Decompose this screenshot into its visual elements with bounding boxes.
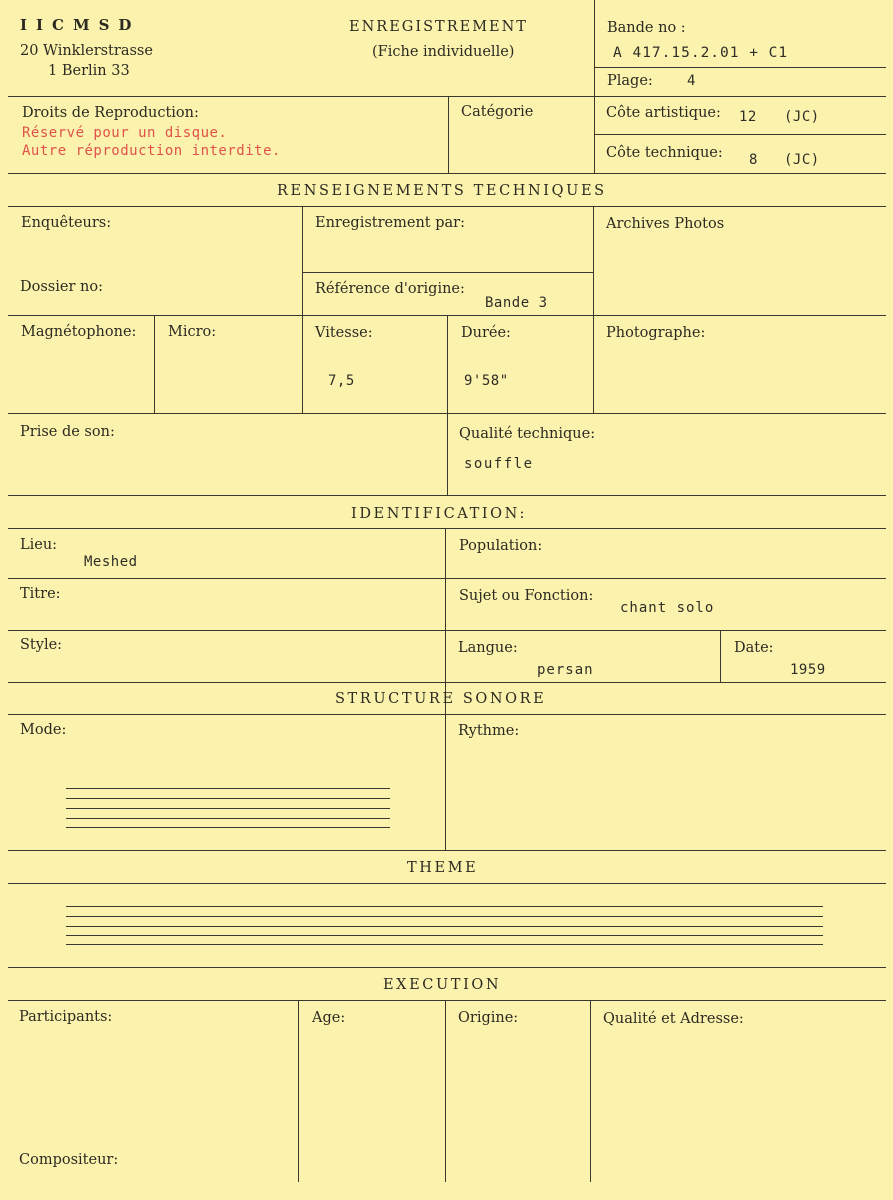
participants-label: Participants:	[19, 1009, 113, 1025]
divider	[720, 630, 721, 682]
cote-artistique-label: Côte artistique:	[606, 105, 721, 121]
lieu-value: Meshed	[84, 554, 138, 570]
categorie-label: Catégorie	[461, 104, 534, 120]
prise-de-son-label: Prise de son:	[20, 424, 115, 440]
divider	[8, 1000, 886, 1001]
divider	[8, 630, 886, 631]
vitesse-label: Vitesse:	[315, 325, 373, 341]
divider	[8, 714, 886, 715]
cote-technique-label: Côte technique:	[606, 145, 723, 161]
duree-value: 9'58"	[464, 373, 509, 389]
divider	[8, 96, 886, 97]
divider	[8, 682, 886, 683]
divider	[8, 850, 886, 851]
cote-artistique-value: 12	[739, 109, 757, 125]
divider	[154, 315, 155, 413]
bande-value: A 417.15.2.01 + C1	[613, 45, 789, 61]
divider	[8, 206, 886, 207]
cote-artistique-initials: (JC)	[784, 109, 820, 125]
lieu-label: Lieu:	[20, 537, 58, 553]
divider	[593, 206, 594, 413]
form-title: ENREGISTREMENT	[349, 19, 528, 35]
staff-line	[66, 818, 390, 819]
droits-line-1: Réservé pour un disque.	[22, 125, 228, 141]
qualite-technique-label: Qualité technique:	[459, 426, 596, 442]
divider	[302, 272, 593, 273]
divider	[445, 528, 446, 850]
compositeur-label: Compositeur:	[19, 1152, 119, 1168]
staff-line	[66, 788, 390, 789]
section-title-execution: EXECUTION	[383, 977, 502, 993]
origine-label: Origine:	[458, 1010, 519, 1026]
langue-label: Langue:	[458, 640, 518, 656]
divider	[8, 578, 886, 579]
staff-line	[66, 827, 390, 828]
divider	[8, 528, 886, 529]
micro-label: Micro:	[168, 324, 217, 340]
divider	[594, 134, 886, 135]
vitesse-value: 7,5	[328, 373, 355, 389]
divider	[594, 67, 886, 68]
date-value: 1959	[790, 662, 826, 678]
form-subtitle: (Fiche individuelle)	[372, 44, 515, 60]
staff-line	[66, 798, 390, 799]
divider	[298, 1000, 299, 1182]
enregistrement-par-label: Enregistrement par:	[315, 215, 465, 231]
reference-label: Référence d'origine:	[315, 281, 465, 297]
divider	[594, 0, 595, 173]
duree-label: Durée:	[461, 325, 511, 341]
institute-logo: IICMSD	[20, 16, 141, 34]
staff-line	[66, 808, 390, 809]
dossier-label: Dossier no:	[20, 279, 103, 295]
plage-label: Plage:	[607, 73, 653, 89]
population-label: Population:	[459, 538, 543, 554]
archives-photos-label: Archives Photos	[606, 216, 725, 232]
bande-label: Bande no :	[607, 20, 686, 36]
address-line-2: 1 Berlin 33	[48, 63, 130, 79]
divider	[302, 206, 303, 413]
cote-technique-value: 8	[749, 152, 758, 168]
mode-label: Mode:	[20, 722, 67, 738]
section-title-technique: RENSEIGNEMENTS TECHNIQUES	[277, 183, 607, 199]
qualite-adresse-label: Qualité et Adresse:	[603, 1011, 744, 1027]
section-title-theme: THEME	[407, 860, 479, 876]
qualite-technique-value: souffle	[464, 456, 534, 472]
section-title-structure: STRUCTURE SONORE	[335, 691, 547, 707]
style-label: Style:	[20, 637, 63, 653]
cote-technique-initials: (JC)	[784, 152, 820, 168]
divider	[590, 1000, 591, 1182]
langue-value: persan	[537, 662, 594, 678]
titre-label: Titre:	[20, 586, 61, 602]
divider	[8, 495, 886, 496]
enqueteurs-label: Enquêteurs:	[21, 215, 112, 231]
divider	[8, 173, 886, 174]
date-label: Date:	[734, 640, 774, 656]
staff-line	[66, 935, 823, 936]
staff-line	[66, 906, 823, 907]
photographe-label: Photographe:	[606, 325, 706, 341]
age-label: Age:	[312, 1010, 346, 1026]
address-line-1: 20 Winklerstrasse	[20, 43, 153, 59]
sujet-label: Sujet ou Fonction:	[459, 588, 594, 604]
staff-line	[66, 916, 823, 917]
droits-label: Droits de Reproduction:	[22, 105, 199, 121]
section-title-identification: IDENTIFICATION:	[351, 506, 527, 522]
magnetophone-label: Magnétophone:	[21, 324, 137, 340]
droits-line-2: Autre réproduction interdite.	[22, 143, 281, 159]
divider	[8, 967, 886, 968]
sujet-value: chant solo	[620, 600, 715, 616]
divider	[8, 883, 886, 884]
staff-line	[66, 944, 823, 945]
plage-value: 4	[687, 73, 696, 89]
divider	[448, 96, 449, 173]
staff-line	[66, 926, 823, 927]
divider	[447, 315, 448, 495]
reference-value: Bande 3	[485, 295, 548, 311]
rythme-label: Rythme:	[458, 723, 520, 739]
divider	[445, 1000, 446, 1182]
